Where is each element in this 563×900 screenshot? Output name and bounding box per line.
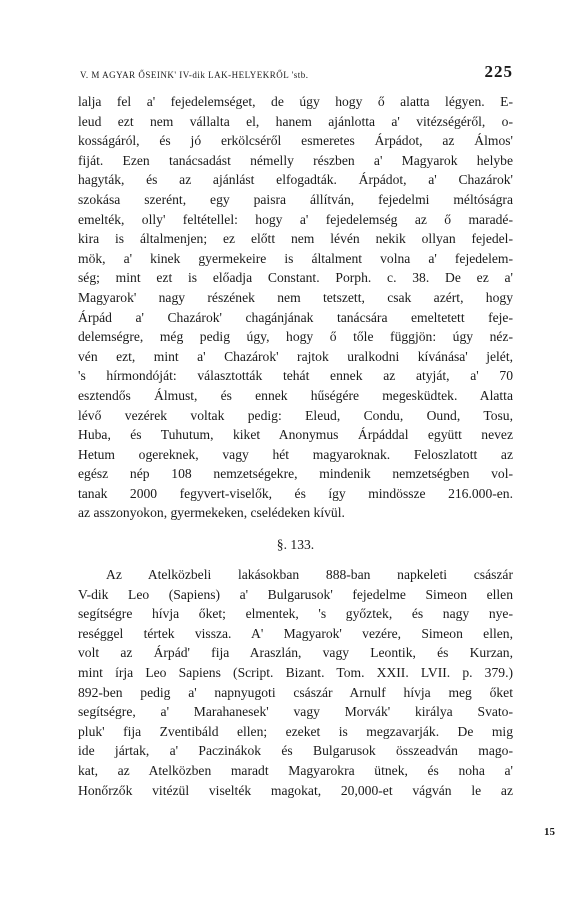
text-line: Árpád a' Chazárok' chagánjának tanácsára emeltetett feje- [78,309,513,325]
paragraph-2 [78,565,513,800]
text-line: 892-ben pedig a' napnyugoti császár Arnulf hívja meg őket [78,684,513,700]
text-line: tanak 2000 fegyvert-viselők, és így mindössze 216.000-en. [78,485,513,501]
text-line: leud ezt nem vállalta el, hanem ajánlotta a' vitézségéről, o- [78,113,513,129]
text-line: esztendős Álmust, és ennek hűségére megesküdtek. Alatta [78,387,513,403]
text-line: ség; mint ezt is előadja Constant. Porph. c. 38. De ez a' [78,270,513,286]
text-line: az asszonyokon, gyermekeken, cselédeken kívül. [78,505,345,521]
text-line: Hetum ogereknek, vagy hét magyaroknak. Feloszlatott az [78,446,513,462]
text-line: hagyták, és az ajánlást elfogadták. Árpádot, a' Chazárok' [78,172,513,188]
text-line: Huba, és Tuhutum, kiket Anonymus Árpáddal együtt nevez [78,427,513,443]
section-heading: §. 133. [276,537,315,553]
text-line: vén ezt, mint a' Chazárok' rajtok uralkodni kívánása' jelét, [78,348,513,364]
text-line: mint írja Leo Sapiens (Script. Bizant. Tom. XXII. LVII. p. 379.) [78,665,513,681]
text-line: szokása szerént, egy paisra állítván, fejedelmi méltóságra [78,191,513,207]
text-line: 's hírmondóját: választották tehát ennek az atyját, a' 70 [78,368,513,384]
text-line: Az Atelközbeli lakásokban 888-ban napkeleti császár [106,567,513,583]
text-line: ide jártak, a' Paczinákok és Bulgarusok összeadván mago- [78,743,513,759]
text-line: kira is általmenjen; ez előtt nem lévén nekik ollyan fejedel- [78,231,513,247]
text-line: mök, a' kinek gyermekeire is általment volna a' fejedelem- [78,250,513,266]
text-line: egész nép 108 nemzetségekre, mindenik nemzetségben vol- [78,466,513,482]
text-line: Honőrzők vitézül viselték magokat, 20,000-et vágván le az [78,782,513,798]
text-line: volt az Árpád' fija Araszlán, vagy Leontik, és Kurzan, [78,645,513,661]
text-line: kat, az Atelközben maradt Magyarokra ütnek, és noha a' [78,763,513,778]
text-line: segítségre, a' Marahanesek' vagy Morvák' királya Svato- [78,704,513,720]
text-line: kosságáról, és jó erkölcséről esmeretes Árpádot, az Álmos' [78,133,513,149]
signature-mark: 15 [544,826,555,838]
text-line: segítségre hívja őket; elmentek, 's győztek, és nagy nye- [78,606,513,622]
page [78,62,513,800]
running-head [78,62,513,82]
text-line: pluk' fija Zventibáld ellen; ezeket is megzavarják. De mig [78,723,513,739]
text-line: reséggel tértek vissza. A' Magyarok' vezére, Simeon ellen, [78,625,513,641]
text-line: fiját. Ezen tanácsadást némelly részben a' Magyarok helybe [78,152,513,168]
text-line: Magyarok' nagy részének nem tetszett, csak azért, hogy [78,289,513,305]
paragraph-1 [78,92,513,523]
text-line: lalja fel a' fejedelemséget, de úgy hogy ő alatta légyen. E- [78,94,513,109]
text-line: lévő vezérek voltak pedig: Eleud, Condu, Ound, Tosu, [78,407,513,423]
page-number: 225 [484,62,513,81]
running-head-title: V. M AGYAR ŐSEINK' IV-dik LAK-HELYEKRŐL 'stb. [80,70,309,80]
text-line: emelték, olly' feltétellel: hogy a' fejedelemség az ő maradé- [78,211,513,227]
text-line: V-dik Leo (Sapiens) a' Bulgarusok' fejedelme Simeon ellen [78,586,513,602]
text-line: delemségre, még pedig úgy, hogy ő tőle függjön: úgy néz- [78,329,513,345]
